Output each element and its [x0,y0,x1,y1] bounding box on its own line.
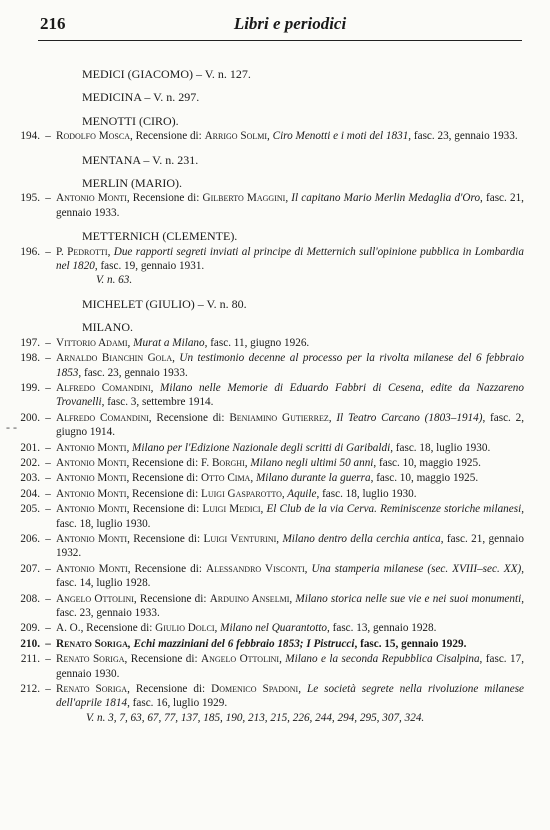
entry-205: 205. – Antonio Monti, Recensione di: Luigi Medici, El Club de la via Cerva. Reminiscenze storiche milanesi, fasc. 18, luglio 1930. [0,502,550,531]
entry-206: 206. – Antonio Monti, Recensione di: Luigi Venturini, Milano dentro della cerchia antica, fasc. 21, gennaio 1932. [0,532,550,561]
entry-211: 211. – Renato Soriga, Recensione di: Angelo Ottolini, Milano e la seconda Repubblica Cisalpina, fasc. 17, gennaio 1930. [0,652,550,681]
entry-author: Rodolfo Mosca [56,130,130,143]
entry-reviewed-author: F. Borghi [201,456,245,469]
entry-197: 197. – Vittorio Adami, Murat a Milano, fasc. 11, giugno 1926. [0,336,550,350]
entry-author: A. O. [56,622,81,635]
entry-author: Renato Soriga [56,637,128,650]
entry-title: , Milano durante la guerra [250,472,371,485]
entry-author: Antonio Monti [56,532,128,545]
entry-number: 197. [20,336,40,349]
final-cross-reference: V. n. 3, 7, 63, 67, 77, 137, 185, 190, 213, 215, 226, 244, 294, 295, 307, 324. [86,711,425,724]
entry-author: Alfredo Comandini [56,411,149,424]
entry-209: 209. – A. O., Recensione di: Giulio Dolci, Milano nel Quarantotto, fasc. 13, gennaio 1928. [0,621,550,635]
entry-reviewed-author: Domenico Spadoni [211,683,299,696]
milano-entries [0,336,550,711]
page-number: 216 [40,14,66,33]
heading-merlin: MERLIN (MARIO). [82,176,182,191]
entry-citation: , fasc. 23, gennaio 1933. [78,366,188,379]
entry-210: 210. – Renato Soriga, Echi mazziniani del 6 febbraio 1853; I Pistrucci, fasc. 15, gennaio 1929. [0,637,550,651]
entry-reviewed-author: Luigi Medici [202,503,261,516]
entry-195: 195. – Antonio Monti, Recensione di: Gilberto Maggini, Il capitano Mario Merlin Medaglia d'Oro, fasc. 21, gennaio 1933. [0,191,550,220]
entry-number: 198. [20,352,40,365]
entry-194: 194. – Rodolfo Mosca, Recensione di: Arrigo Solmi, Ciro Menotti e i moti del 1831, fasc. 23, gennaio 1933. [0,129,550,143]
heading-menotti: MENOTTI (CIRO). [82,113,179,128]
entry-citation: , fasc. 21, gennaio 1932. [56,532,524,560]
entry-208: 208. – Angelo Ottolini, Recensione di: Arduino Anselmi, Milano storica nelle sue vie e nei suoi monumenti, fasc. 23, gennaio 1933. [0,592,550,621]
entry-number: 212. [20,683,40,696]
entry-citation: , fasc. 18, luglio 1930. [56,503,524,530]
entry-202: 202. – Antonio Monti, Recensione di: F. Borghi, Milano negli ultimi 50 anni, fasc. 10, maggio 1925. [0,456,550,470]
entry-number: 210. [20,637,40,650]
entry-citation: , fasc. 16, luglio 1929. [127,697,228,710]
entry-207: 207. – Antonio Monti, Recensione di: Alessandro Visconti, Una stamperia milanese (sec. XVIII–sec. XX), fasc. 14, luglio 1928. [0,562,550,591]
entry-number: 195. [20,192,40,205]
entry-title: , Un testimonio decenne al processo per la rivolta milanese del 6 febbraio 1853 [56,352,524,379]
cross-reference: V. n. 63. [96,274,133,287]
entry-title: , Il Teatro Carcano (1803–1914) [328,411,483,424]
entry-citation: , fasc. 23, gennaio 1933. [56,592,524,619]
entry-reviewed-author: Gilberto Maggini [202,192,286,205]
entry-201: 201. – Antonio Monti, Milano per l'Edizione Nazionale degli scritti di Garibaldi, fasc. 18, luglio 1930. [0,441,550,455]
entry-title: , Milano e la seconda Repubblica Cisalpina [279,653,480,666]
entry-reviewed-author: Luigi Venturini [203,532,277,545]
entry-citation: , fasc. 18, luglio 1930. [316,487,417,500]
heading-milano: MILANO. [82,320,133,335]
entry-citation: , fasc. 15, gennaio 1929. [354,637,467,650]
entry-number: 201. [20,441,40,454]
entry-number: 208. [20,592,40,605]
heading-michelet: MICHELET (GIULIO) – V. n. 80. [82,296,247,311]
entry-number: 202. [20,456,40,469]
entry-author: Alfredo Comandini [56,381,151,394]
heading-metternich: METTERNICH (CLEMENTE). [82,229,238,244]
entry-author: Renato Soriga [56,653,125,666]
entry-196: 196. – P. Pedrotti, Due rapporti segreti inviati al principe di Metternich sull'opinione pubblica in Lombardia nel 1820, fasc. 19, gennaio 1931. [0,245,550,274]
entry-203: 203. – Antonio Monti, Recensione di: Otto Cima, Milano durante la guerra, fasc. 10, maggio 1925. [0,471,550,485]
header-rule [38,40,522,41]
entry-number: 199. [20,381,40,394]
entry-title: , Milano nel Quarantotto [214,622,328,635]
entry-title: , Milano negli ultimi 50 anni [244,456,374,469]
entry-title: , Ciro Menotti e i moti del 1831 [267,130,409,143]
entry-author: P. Pedrotti [56,245,108,258]
entry-author: Arnaldo Bianchin Gola [56,352,173,365]
entry-title: , Le società segrete nella rivoluzione milanese dell'aprile 1814 [56,683,525,710]
entry-author: Antonio Monti [56,562,128,575]
entry-citation: , fasc. 21, gennaio 1933. [56,192,524,219]
entry-citation: , fasc. 23, gennaio 1933. [408,130,518,143]
entry-number: 203. [20,472,40,485]
entry-number: 196. [20,245,40,258]
entry-title: , Due rapporti segreti inviati al principe di Metternich sull'opinione pubblica in Lombardia nel 1820 [56,245,525,273]
entry-title: , Echi mazziniani del 6 febbraio 1853; I Pistrucci [127,637,355,650]
entry-citation: , fasc. 10, maggio 1925. [373,456,481,469]
entry-author: Antonio Monti [56,487,127,500]
entry-title: , El Club de la via Cerva. Reminiscenze storiche milanesi [260,503,522,516]
entry-author: Renato Soriga [56,683,128,696]
entry-title: , Milano storica nelle sue vie e nei suoi monumenti [289,592,522,605]
entry-204: 204. – Antonio Monti, Recensione di: Luigi Gasparotto, Aquile, fasc. 18, luglio 1930. [0,487,550,501]
entry-title: , Aquile [281,487,317,500]
entry-number: 209. [20,622,40,635]
entry-reviewed-author: Angelo Ottolini [200,653,280,666]
entry-199: 199. – Alfredo Comandini, Milano nelle Memorie di Eduardo Fabbri di Cesena, edite da Nazzareno Trovanelli, fasc. 3, settembre 1914. [0,381,550,410]
index-content [0,58,550,725]
entry-number: 211. [20,653,40,666]
entry-number: 205. [20,503,40,516]
entry-number: 207. [20,562,40,575]
entry-citation: , fasc. 19, gennaio 1931. [94,260,205,273]
heading-medicina: MEDICINA – V. n. 297. [82,90,200,105]
entry-citation: , fasc. 17, gennaio 1930. [56,653,524,680]
entry-title: , Il capitano Mario Merlin Medaglia d'Oro [285,192,481,205]
entry-reviewed-author: Luigi Gasparotto [201,487,282,500]
entry-author: Antonio Monti [56,472,127,485]
entry-reviewed-author: Alessandro Visconti [205,562,305,575]
entry-reviewed-author: Beniamino Gutierrez [229,411,329,424]
entry-title: , Milano nelle Memorie di Eduardo Fabbri di Cesena, edite da Nazzareno Trovanelli [56,381,524,409]
entry-author: Vittorio Adami [56,336,128,349]
entry-198: 198. – Arnaldo Bianchin Gola, Un testimonio decenne al processo per la rivolta milanese del 6 febbraio 1853, fasc. 23, gennaio 1933. [0,351,550,380]
entry-reviewed-author: Arrigo Solmi [204,130,268,143]
entry-reviewed-author: Otto Cima [201,472,251,485]
entry-author: Antonio Monti [56,456,127,469]
entry-author: Angelo Ottolini [56,592,134,605]
entry-title: , Murat a Milano [127,336,205,349]
heading-mentana: MENTANA – V. n. 231. [82,152,199,167]
heading-medici: MEDICI (GIACOMO) – V. n. 127. [82,67,251,81]
entry-number: 206. [20,532,40,545]
entry-reviewed-author: Arduino Anselmi [209,592,290,605]
entry-212: 212. – Renato Soriga, Recensione di: Domenico Spadoni, Le società segrete nella rivoluzione milanese dell'aprile 1814, fasc. 16, luglio 1929. [0,682,550,711]
entry-citation: , fasc. 3, settembre 1914. [101,396,214,409]
entry-citation: , fasc. 13, gennaio 1928. [327,622,437,635]
entry-citation: , fasc. 2, giugno 1914. [56,411,525,439]
entry-title: , Una stamperia milanese (sec. XVIII–sec. XX) [304,562,522,575]
entry-title: , Milano per l'Edizione Nazionale degli scritti di Garibaldi [126,441,391,454]
page-header [0,0,550,44]
entry-author: Antonio Monti [56,441,127,454]
entry-citation: , fasc. 18, luglio 1930. [390,441,491,454]
entry-author: Antonio Monti [56,192,127,205]
entry-citation: , fasc. 10, maggio 1925. [370,472,479,485]
entry-author: Antonio Monti [56,503,127,516]
entry-reviewed-author: Giulio Dolci [155,622,215,635]
entry-number: 194. [20,130,40,143]
entry-title: , Milano dentro della cerchia antica [276,532,441,545]
entry-200: 200. – Alfredo Comandini, Recensione di: Beniamino Gutierrez, Il Teatro Carcano (1803–1914), fasc. 2, giugno 1914. [0,411,550,440]
running-title: Libri e periodici [233,14,347,33]
entry-number: 200. [20,411,40,424]
entry-citation: , fasc. 11, giugno 1926. [204,336,310,349]
margin-mark: - - [6,420,17,434]
entry-citation: , fasc. 14, luglio 1928. [56,562,524,590]
entry-number: 204. [20,487,40,500]
